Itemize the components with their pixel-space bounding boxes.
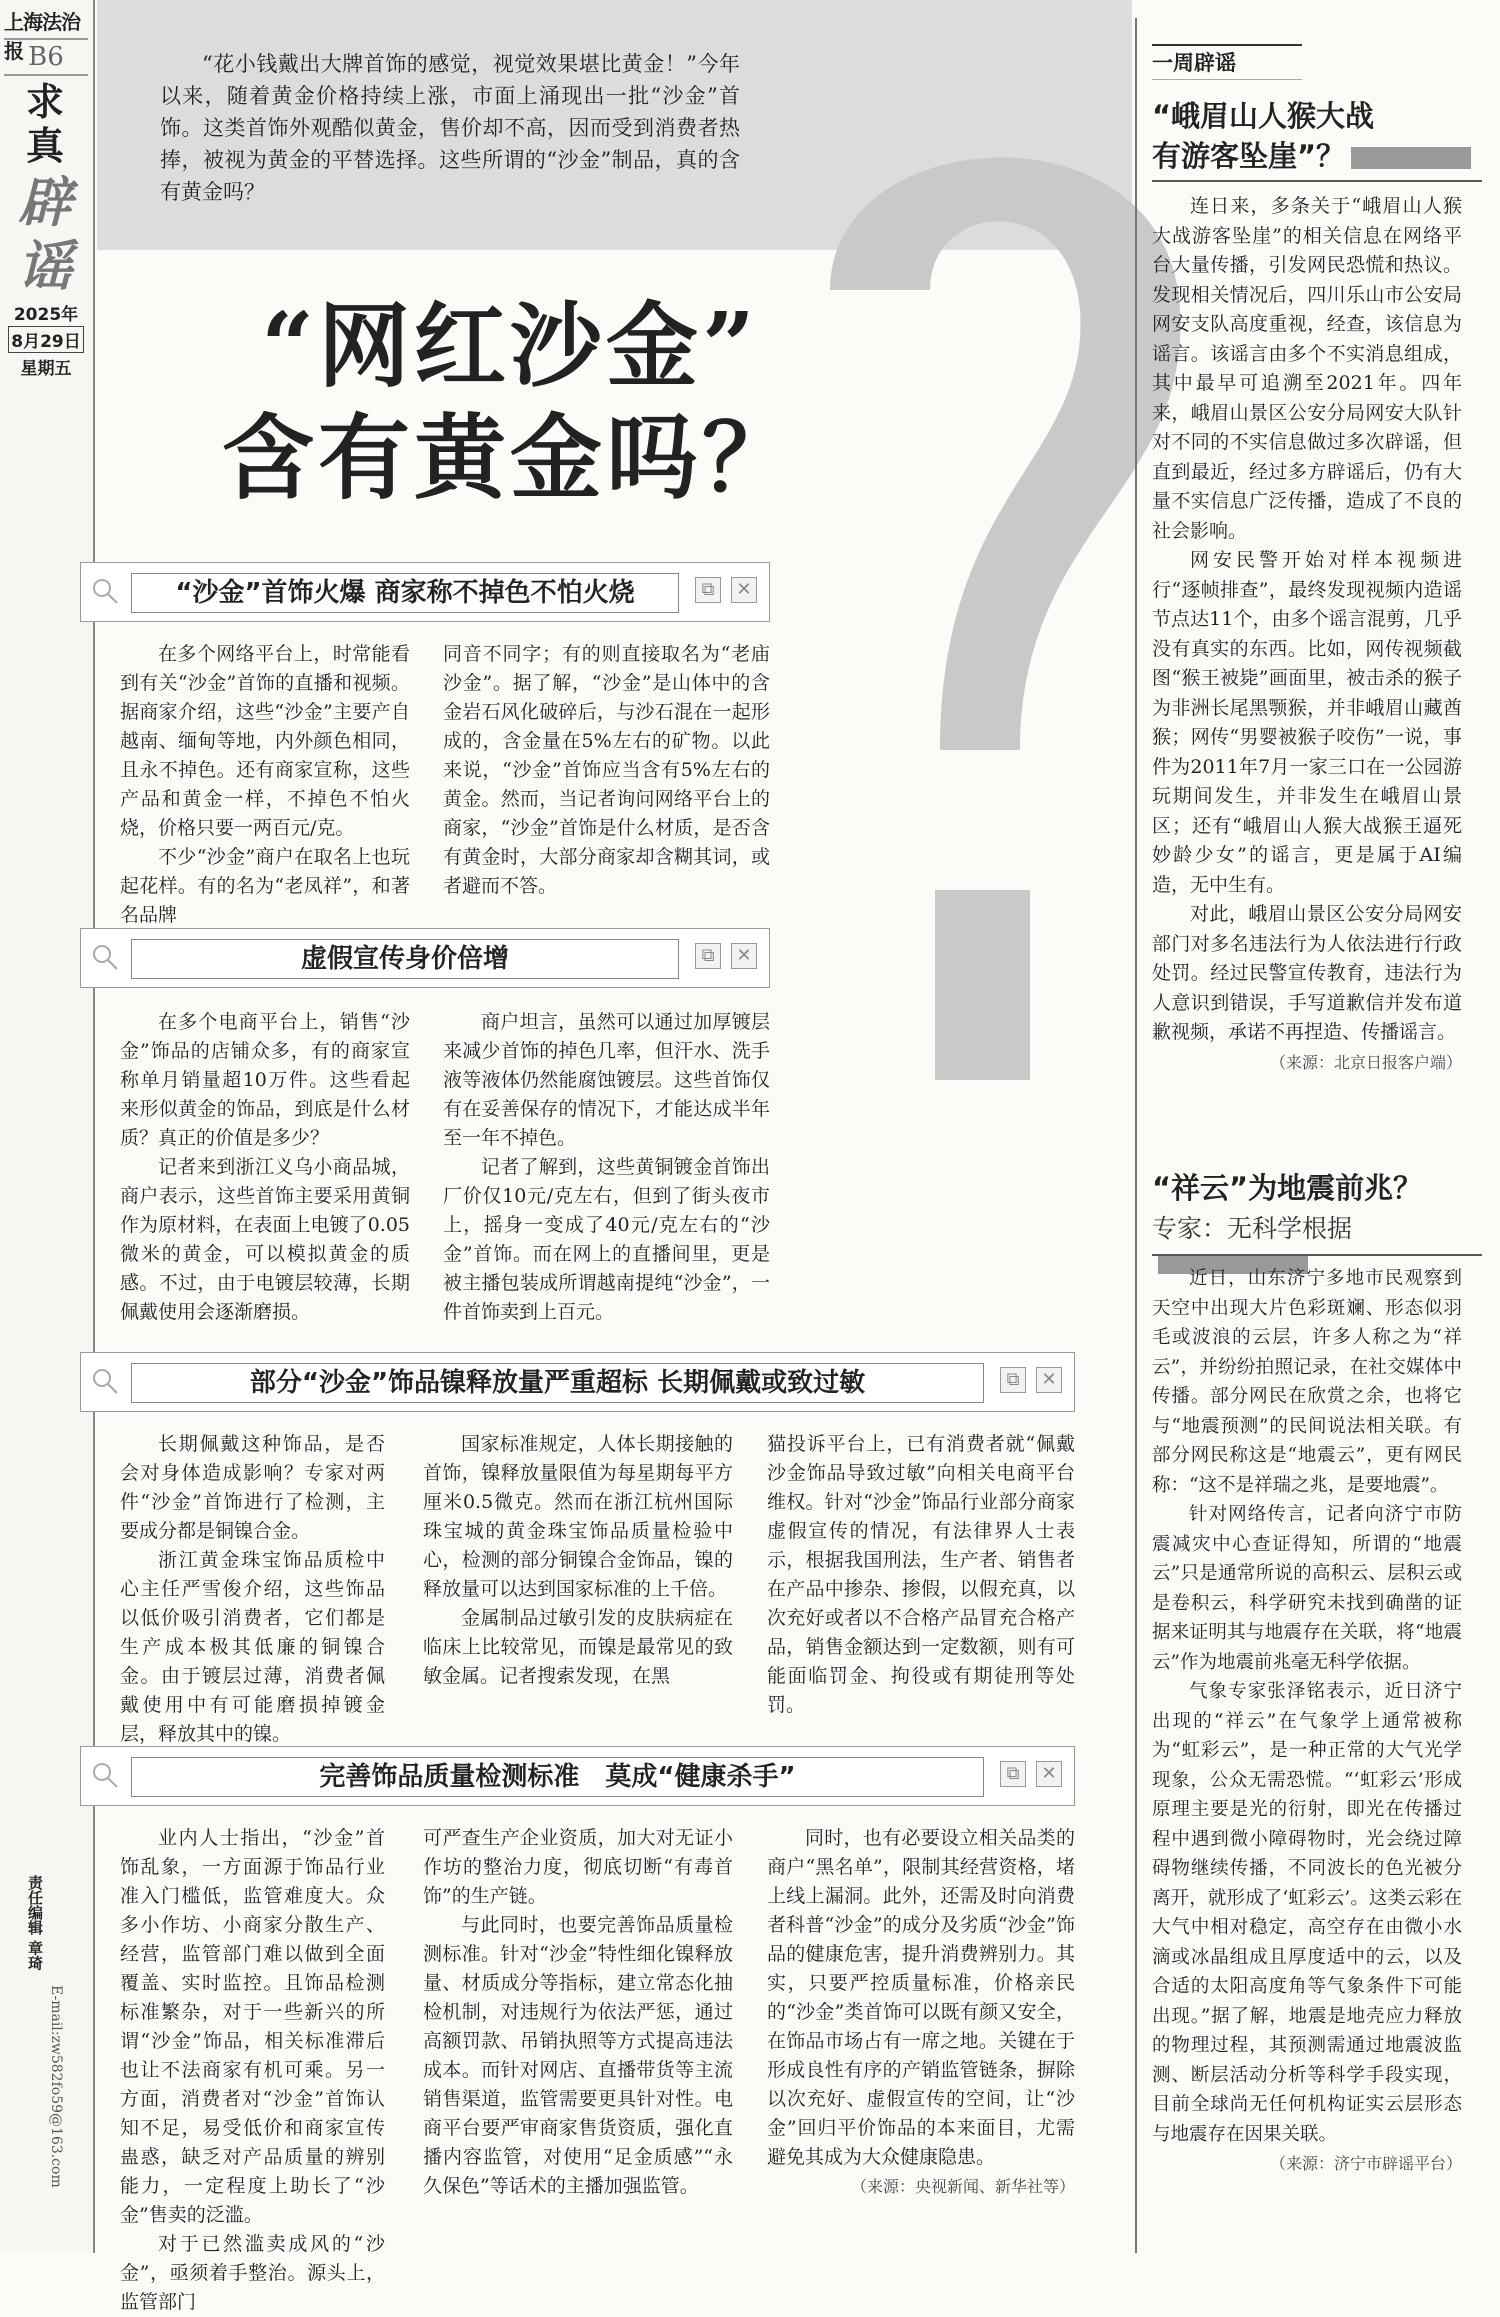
section-1-column-1 [120, 640, 410, 930]
paragraph: 国家标准规定，人体长期接触的首饰，镍释放量限值为每星期每平方厘米0.5微克。然而在浙江杭州国际珠宝城的黄金珠宝饰品质量检验中心，检测的部分铜镍合金饰品，镍的释放量可以达到国家标准的上千倍。 [423, 1433, 733, 1600]
close-icon: ✕ [1036, 1761, 1062, 1787]
paragraph: 金属制品过敏引发的皮肤病症在临床上比较常见，而镍是最常见的致敏金属。记者搜索发现，在黑 [423, 1607, 733, 1687]
section-4-column-3 [767, 1824, 1075, 2201]
section-header-2 [80, 928, 770, 988]
paragraph: 在多个电商平台上，销售“沙金”饰品的店铺众多，有的商家宣称单月销量超10万件。这些看起来形似黄金的饰品，到底是什么材质？真正的价值是多少？ [120, 1011, 410, 1149]
section-header-1 [80, 562, 770, 622]
close-icon: ✕ [731, 577, 757, 603]
headline-line-2: 含有黄金吗？ [221, 404, 798, 512]
search-icon [91, 1367, 119, 1395]
responsible-editor: 责任编辑 章琦 [26, 1875, 44, 1971]
rail-story-1-title [1152, 96, 1482, 176]
column-name-qiuzhen: 求真 [25, 80, 64, 168]
title-line-text: 有游客坠崖”？ [1152, 139, 1346, 173]
section-4-column-2 [423, 1824, 733, 2201]
section-3-column-1 [120, 1430, 385, 1749]
section-2-column-2 [443, 1008, 770, 1327]
paragraph: 网安民警开始对样本视频进行“逐帧排查”，最终发现视频内造谣节点达11个，由多个谣言混剪，几乎没有真实的东西。比如，网传视频截图“猴王被毙”画面里，被击杀的猴子为非洲长尾黑颚猴，并非峨眉山藏酋猴；网传“男婴被猴子咬伤”一说，事件为2011年7月一家三口在一公园游玩期间发生，并非发生在峨眉山景区；还有“峨眉山人猴大战猴王逼死妙龄少女”的谣言，更是属于AI编造，无中生有。 [1152, 549, 1462, 896]
issue-year: 2025年 [13, 305, 79, 325]
paragraph: 连日来，多条关于“峨眉山人猴大战游客坠崖”的相关信息在网络平台大量传播，引发网民恐慌和热议。发现相关情况后，四川乐山市公安局网安支队高度重视，经查，该信息为谣言。该谣言由多个不实消息组成，其中最早可追溯至2021年。四年来，峨眉山景区公安分局网安大队针对不同的不实信息做过多次辟谣，但直到最近，经过多方辟谣后，仍有大量不实信息广泛传播，造成了不良的社会影响。 [1152, 195, 1462, 542]
paragraph: 同时，也有必要设立相关品类的商户“黑名单”，限制其经营资格，堵上线上漏洞。此外，还需及时向消费者科普“沙金”的成分及劣质“沙金”饰品的健康危害，提升消费辨别力。其实，只要严控质量标准，价格亲民的“沙金”类首饰可以既有颜又安全，在饰品市场占有一席之地。关键在于形成良性有序的产销监管链条，摒除以次充好、虚假宣传的空间，让“沙金”回归平价饰品的本来面目，尤需避免其成为大众健康隐患。 [767, 1827, 1075, 2168]
paragraph: 记者了解到，这些黄铜镀金首饰出厂价仅10元/克左右，但到了街头夜市上，摇身一变成了40元/克左右的“沙金”首饰。而在网上的直播间里，更是被主播包装成所谓越南提纯“沙金”，一件首饰卖到上百元。 [443, 1156, 770, 1323]
paragraph: 与此同时，也要完善饰品质量检测标准。针对“沙金”特性细化镍释放量、材质成分等指标，建立常态化抽检机制，对违规行为依法严惩，通过高额罚款、吊销执照等方式提高违法成本。而针对网店、直播带货等主流销售渠道，监管需要更具针对性。电商平台要严审商家售货资质，强化直播内容监管，对使用“足金质感”“永久保色”等话术的主播加强监管。 [423, 1914, 733, 2197]
paragraph: 不少“沙金”商户在取名上也玩起花样。有的名为“老凤祥”，和著名品牌 [120, 846, 410, 926]
source-note: （来源：央视新闻、新华社等） [850, 2177, 1075, 2196]
rail-story-1-body [1152, 192, 1462, 1077]
window-restore-icon: ⧉ [1000, 1367, 1026, 1393]
section-2-column-1 [120, 1008, 410, 1327]
redacted-block [1351, 147, 1471, 169]
page-number: B6 [4, 38, 88, 76]
intro-paragraph: “花小钱戴出大牌首饰的感觉，视觉效果堪比黄金！”今年以来，随着黄金价格持续上涨，市面上涌现出一批“沙金”首饰。这类首饰外观酷似黄金，售价却不高，因而受到消费者热捧，被视为黄金的平替选择。这些所谓的“沙金”制品，真的含有黄金吗？ [160, 52, 740, 204]
paragraph: 商户坦言，虽然可以通过加厚镀层来减少首饰的掉色几率，但汗水、洗手液等液体仍然能腐蚀镀层。这些首饰仅有在妥善保存的情况下，才能达成半年至一年不掉色。 [443, 1011, 770, 1149]
paragraph: 对此，峨眉山景区公安分局网安部门对多名违法行为人依法进行行政处罚。经过民警宣传教育，违法行为人意识到错误，手写道歉信并发布道歉视频，承诺不再捏造、传播谣言。 [1152, 903, 1462, 1043]
main-headline [130, 290, 890, 514]
paragraph: 业内人士指出，“沙金”首饰乱象，一方面源于饰品行业准入门槛低，监管难度大。众多小作坊、小商家分散生产、经营，监管部门难以做到全面覆盖、实时监控。且饰品检测标准繁杂，对于一些新兴的所谓“沙金”饰品，相关标准滞后也让不法商家有机可乘。另一方面，消费者对“沙金”首饰认知不足，易受低价和商家宣传蛊惑，缺乏对产品质量的辨别能力，一定程度上助长了“沙金”售卖的泛滥。 [120, 1827, 385, 2226]
search-icon [91, 943, 119, 971]
paragraph: 浙江黄金珠宝饰品质检中心主任严雪俊介绍，这些饰品以低价吸引消费者，它们都是生产成本极其低廉的铜镍合金。由于镀层过薄，消费者佩戴使用中有可能磨损掉镀金层，释放其中的镍。 [120, 1549, 385, 1745]
search-icon [91, 1761, 119, 1789]
paragraph: 记者来到浙江义乌小商品城，商户表示，这些首饰主要采用黄铜作为原材料，在表面上电镀了0.05微米的黄金，可以模拟黄金的质感。不过，由于电镀层较薄，长期佩戴使用会逐渐磨损。 [120, 1156, 410, 1323]
section-3-column-2 [423, 1430, 733, 1691]
window-restore-icon: ⧉ [1000, 1761, 1026, 1787]
section-title-3: 部分“沙金”饰品镍释放量严重超标 长期佩戴或致过敏 [131, 1363, 984, 1403]
section-3-column-3 [767, 1430, 1075, 1720]
rail-divider [1135, 18, 1137, 2253]
paragraph: 可严查生产企业资质，加大对无证小作坊的整治力度，彻底切断“有毒首饰”的生产链。 [423, 1827, 733, 1907]
source-note: （来源：北京日报客户端） [1269, 1052, 1462, 1072]
section-4-column-1 [120, 1824, 385, 2317]
headline-line-1: “网红沙金” [261, 292, 759, 400]
paragraph: 同音不同字；有的则直接取名为“老庙沙金”。据了解，“沙金”是山体中的含金岩石风化破碎后，与沙石混在一起形成的，含金量在5%左右的矿物。以此来说，“沙金”首饰应当含有5%左右的黄金。然而，当记者询问网络平台上的商家，“沙金”首饰是什么材质，是否含有黄金时，大部分商家却含糊其词，或者避而不答。 [443, 643, 770, 897]
section-1-column-2 [443, 640, 770, 901]
rail-rule [1152, 180, 1482, 182]
rail-story-2-title: “祥云”为地震前兆？ [1152, 1171, 1423, 1205]
window-restore-icon: ⧉ [695, 577, 721, 603]
window-restore-icon: ⧉ [695, 943, 721, 969]
rail-label: 一周辟谣 [1152, 44, 1302, 80]
paper-name: 上海法治报 [4, 10, 80, 63]
title-line [1152, 136, 1482, 176]
rail-story-2-body [1152, 1264, 1462, 2179]
section-title-2: 虚假宣传身价倍增 [131, 939, 679, 979]
search-icon [91, 577, 119, 605]
issue-date: 8月29日 [8, 326, 84, 353]
source-note: （来源：济宁市辟谣平台） [1269, 2154, 1462, 2173]
section-header-3 [80, 1352, 1075, 1412]
title-line: “峨眉山人猴大战 [1152, 99, 1375, 133]
close-icon: ✕ [1036, 1367, 1062, 1393]
paragraph: 在多个网络平台上，时常能看到有关“沙金”首饰的直播和视频。据商家介绍，这些“沙金”主要产自越南、缅甸等地，内外颜色相同，且永不掉色。还有商家宣称，这些产品和黄金一样，不掉色不怕火烧，价格只要一两百元/克。 [120, 643, 410, 839]
close-icon: ✕ [731, 943, 757, 969]
rail-rule [1152, 1254, 1482, 1256]
subtitle-text: 专家：无科学根据 [1152, 1214, 1353, 1243]
issue-weekday: 星期五 [20, 359, 72, 379]
section-header-4 [80, 1746, 1075, 1806]
paragraph: 针对网络传言，记者向济宁市防震减灾中心查证得知，所谓的“地震云”只是通常所说的高积云、层积云或是卷积云，科学研究未找到确凿的证据来证明其与地震存在关联，将“地震云”作为地震前兆毫无科学依据。 [1152, 1504, 1462, 1673]
paragraph: 猫投诉平台上，已有消费者就“佩戴沙金饰品导致过敏”向相关电商平台维权。针对“沙金”饰品行业部分商家虚假宣传的情况，有法律界人士表示，根据我国刑法，生产者、销售者在产品中掺杂、掺假，以假充真，以次充好或者以不合格产品冒充合格产品，销售金额达到一定数额，则有可能面临罚金、拘役或有期徒刑等处罚。 [767, 1433, 1075, 1716]
section-title-4: 完善饰品质量检测标准 莫成“健康杀手” [131, 1757, 984, 1797]
paragraph: 近日，山东济宁多地市民观察到天空中出现大片色彩斑斓、形态似羽毛或波浪的云层，许多人称之为“祥云”，并纷纷拍照记录，在社交媒体中传播。部分网民在欣赏之余，也将它与“地震预测”的民间说法相关联。有部分网民称这是“地震云”，更有网民称：“这不是祥瑞之兆，是要地震”。 [1152, 1268, 1462, 1496]
question-mark-graphic [790, 60, 1210, 1110]
column-name-piyao: 辟谣 [18, 170, 72, 298]
section-title-1: “沙金”首饰火爆 商家称不掉色不怕火烧 [131, 573, 679, 613]
paragraph: 对于已然滥卖成风的“沙金”，亟须着手整治。源头上，监管部门 [120, 2233, 385, 2313]
paragraph: 长期佩戴这种饰品，是否会对身体造成影响？专家对两件“沙金”首饰进行了检测，主要成分都是铜镍合金。 [120, 1433, 385, 1542]
paragraph: 气象专家张泽铭表示，近日济宁出现的“祥云”在气象学上通常被称为“虹彩云”，是一种正常的大气光学现象，公众无需恐慌。“‘虹彩云’形成原理主要是光的衍射，即光在传播过程中遇到微小障碍物时，光会绕过障碍物继续传播，不同波长的色光被分离开，就形成了‘虹彩云’。这类云彩在大气中相对稳定，高空存在由微小水滴或冰晶组成且厚度适中的云，以及合适的太阳高度角等气象条件下可能出现。”据了解，地震是地壳应力释放的物理过程，其预测需通过地震波监测、断层活动分析等科学手段实现，目前全球尚无任何机构证实云层形态与地震存在因果关联。 [1152, 1681, 1462, 2145]
editor-email: E-mail:zw582fo59@163.com [48, 1985, 64, 2188]
